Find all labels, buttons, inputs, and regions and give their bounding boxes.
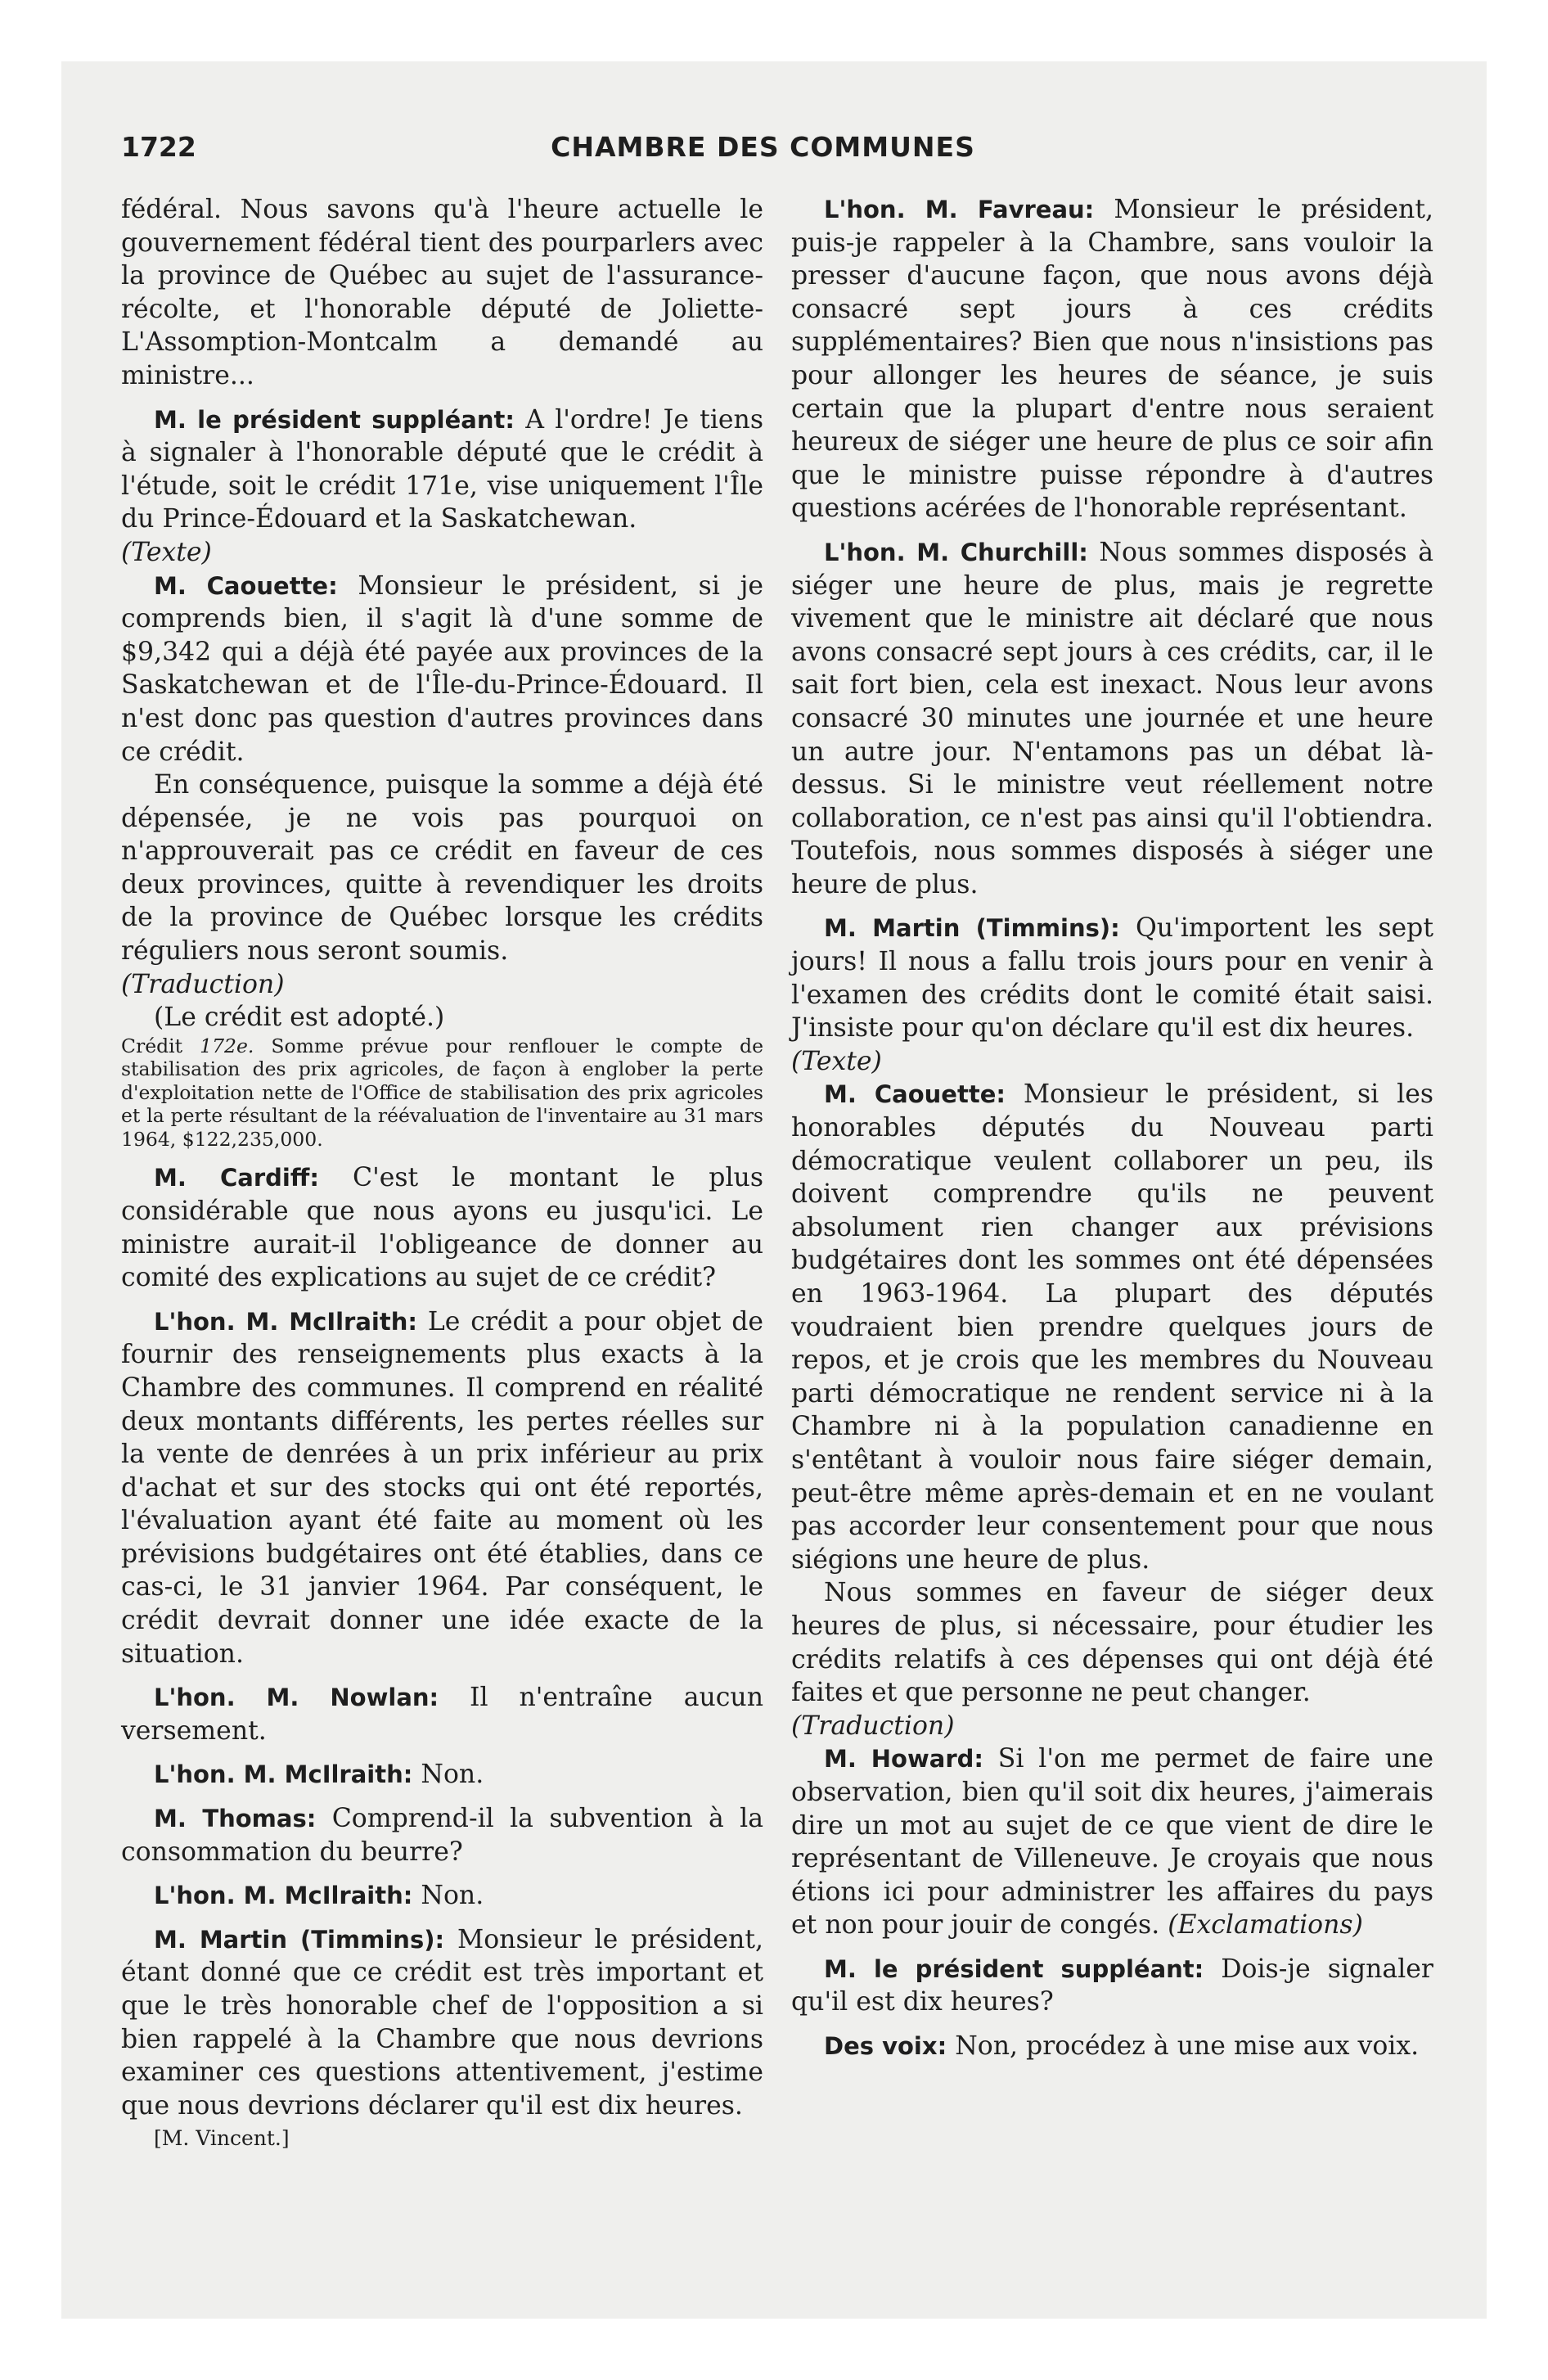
- signature: [M. Vincent.]: [154, 2126, 290, 2151]
- speech-text: Nous sommes disposés à siéger une heure de plus, mais je regrette vivement que le ministre ait déclaré que nous avons consacré sept jours à ces crédits, car, il le sait fort bien, cela est inexact. Nous leur avons consacré 30 minutes une journée et une heure un autre jour. N'entamons pas un débat là-dessus. Si le ministre veut réellement notre collaboration, ce n'est pas ainsi qu'il l'obtiendra. Toutefois, nous sommes disposés à siéger une heure de plus.: [791, 537, 1433, 899]
- speech-text: Non, procédez à une mise aux voix.: [955, 2031, 1420, 2062]
- speech-text: Monsieur le président, si les honorables députés du Nouveau parti démocratique veulent collaborer un peu, ils doivent comprendre qu'ils ne peuvent absolument rien changer aux prévisions budgétaires dont les sommes ont été dépensées en 1963-1964. La plupart des députés voudraient bien prendre quelques jours de repos, et je crois que les membres du Nouveau parti démocratique ne rendent service ni à la Chambre ni à la population canadienne en s'entêtant à vouloir nous faire siéger demain, peut-être même après-demain et en ne voulant pas accorder leur consentement pour que nous siégions une heure de plus.: [791, 1080, 1433, 1575]
- speech-text: Non.: [421, 1881, 484, 1911]
- speech-text: Non.: [421, 1760, 484, 1790]
- paragraph: [791, 912, 1433, 1044]
- paragraph: [791, 536, 1433, 902]
- speech-text: Monsieur le président, si je comprends bien, il s'agit là d'une somme de $9,342 qui a déjà été payée aux provinces de la Saskatchewan et de l'Île-du-Prince-Édouard. Il n'est donc pas question d'autres provinces dans ce crédit.: [121, 570, 763, 767]
- aside-note: (Exclamations): [1168, 1910, 1363, 1941]
- speaker-name: M. Martin (Timmins):: [824, 914, 1120, 943]
- paragraph: [791, 1953, 1433, 2019]
- speaker-name: M. Thomas:: [154, 1805, 317, 1833]
- speaker-name: M. Caouette:: [154, 571, 338, 600]
- speaker-name: M. Martin (Timmins):: [154, 1925, 445, 1954]
- paragraph: [121, 403, 763, 536]
- running-head: [121, 131, 1405, 172]
- speech-text: C'est le montant le plus considérable que nous ayons eu jusqu'ici. Le ministre aurait-il l'obligeance de donner au comité des explications au sujet de ce crédit?: [121, 1163, 763, 1293]
- speaker-name: M. le président suppléant:: [824, 1954, 1204, 1983]
- paragraph: [791, 1742, 1433, 1942]
- language-note: (Texte): [121, 537, 212, 567]
- speech-text: Monsieur le président, étant donné que ce crédit est très important et que le très honorable chef de l'opposition a si bien rappelé à la Chambre que nous devrions examiner ces questions attentivement, j'estime que nous devrions déclarer qu'il est dix heures.: [121, 1924, 764, 2121]
- paragraph: [121, 1758, 763, 1792]
- speech-text: Le crédit a pour objet de fournir des renseignements plus exacts à la Chambre des communes. Il comprend en réalité deux montants différents, les pertes réelles sur la vente de denrées à un prix inférieur au prix d'achat et sur des stocks qui ont été reportés, l'évaluation ayant été faite au moment où les prévisions budgétaires ont été établies, dans ce cas-ci, le 31 janvier 1964. Par conséquent, le crédit devrait donner une idée exacte de la situation.: [121, 1306, 763, 1669]
- paragraph: [791, 2030, 1433, 2063]
- left-column: [121, 193, 763, 2156]
- speaker-name: L'hon. M. McIlraith:: [154, 1307, 417, 1336]
- speaker-name: L'hon. M. Favreau:: [824, 196, 1095, 223]
- paragraph: [791, 193, 1433, 525]
- paragraph: Nous sommes en faveur de siéger deux heures de plus, si nécessaire, pour étudier les crédits relatifs à ces dépenses qui ont déjà été faites et que personne ne peut changer.: [791, 1578, 1433, 1708]
- speaker-name: M. le président suppléant:: [154, 405, 515, 434]
- speaker-name: L'hon. M. Nowlan:: [154, 1684, 439, 1712]
- speaker-name: L'hon. M. McIlraith:: [154, 1760, 413, 1789]
- paragraph: [121, 1161, 763, 1294]
- speech-text: A l'ordre! Je tiens à signaler à l'honorable député que le crédit à l'étude, soit le crédit 171e, vise uniquement l'Île du Prince-Édouard et la Saskatchewan.: [121, 404, 764, 534]
- speech-text: Comprend-il la subvention à la consommation du beurre?: [121, 1804, 764, 1867]
- paragraph: [121, 570, 763, 769]
- right-column: [791, 193, 1433, 2063]
- paragraph: [121, 1305, 763, 1671]
- language-note: (Texte): [791, 1046, 882, 1076]
- page-number: 1722: [121, 131, 196, 163]
- speaker-name: L'hon. M. McIlraith:: [154, 1882, 413, 1910]
- speech-text: Dois-je signaler qu'il est dix heures?: [791, 1954, 1433, 2017]
- paragraph: [121, 1923, 763, 2123]
- speaker-name: Des voix:: [824, 2032, 947, 2061]
- language-note: (Traduction): [121, 969, 285, 999]
- speech-text: Monsieur le président, puis-je rappeler à la Chambre, sans vouloir la presser d'aucune façon, que nous avons déjà consacré sept jours à ces crédits supplémentaires? Bien que nous n'insistions pas pour allonger les heures de séance, je suis certain que la plupart d'entre nous seraient heureux de siéger une heure de plus ce soir afin que le ministre puisse répondre à d'autres questions acérées de l'honorable représentant.: [791, 195, 1434, 524]
- vote-label: Crédit: [121, 1034, 183, 1057]
- adoption-note: (Le crédit est adopté.): [154, 1003, 445, 1033]
- speech-text: Qu'importent les sept jours! Il nous a fallu trois jours pour en venir à l'examen des crédits dont le comité était saisi. J'insiste pour qu'on déclare qu'il est dix heures.: [791, 913, 1433, 1044]
- vote-text: Somme prévue pour renflouer le compte de stabilisation des prix agricoles, de façon à englober la perte d'exploitation nette de l'Office de stabilisation des prix agricoles et la perte résultant de la réévaluation de l'inventaire au 31 mars 1964, $122,235,000.: [121, 1034, 763, 1151]
- paragraph: [121, 1879, 763, 1913]
- paragraph: En conséquence, puisque la somme a déjà été dépensée, je ne vois pas pourquoi on n'approuverait pas ce crédit en faveur de ces deux provinces, quitte à revendiquer les droits de la province de Québec lorsque les crédits réguliers nous seront soumis.: [121, 770, 763, 967]
- vote-id: 172e.: [200, 1034, 254, 1057]
- speech-text: Si l'on me permet de faire une observation, bien qu'il soit dix heures, j'aimerais dire un mot au sujet de ce que vient de dire le représentant de Villeneuve. Je croyais que nous étions ici pour administrer les affaires du pays et non pour jouir de congés.: [791, 1744, 1434, 1941]
- vote-description: [121, 1034, 763, 1152]
- paragraph: [121, 1681, 763, 1747]
- speaker-name: M. Howard:: [824, 1745, 983, 1774]
- language-note: (Traduction): [791, 1711, 955, 1741]
- paragraph: [121, 1802, 763, 1868]
- speaker-name: M. Cardiff:: [154, 1164, 319, 1192]
- paragraph: [791, 1078, 1433, 1576]
- speaker-name: L'hon. M. Churchill:: [824, 538, 1088, 566]
- paragraph: fédéral. Nous savons qu'à l'heure actuelle le gouvernement fédéral tient des pourparlers avec la province de Québec au sujet de l'assurance-récolte, et l'honorable député de Joliette-L'Assomption-Montcalm a demandé au ministre...: [121, 195, 763, 390]
- speaker-name: M. Caouette:: [824, 1080, 1006, 1109]
- page-title: CHAMBRE DES COMMUNES: [551, 131, 975, 163]
- speech-text: Il n'entraîne aucun versement.: [121, 1683, 763, 1746]
